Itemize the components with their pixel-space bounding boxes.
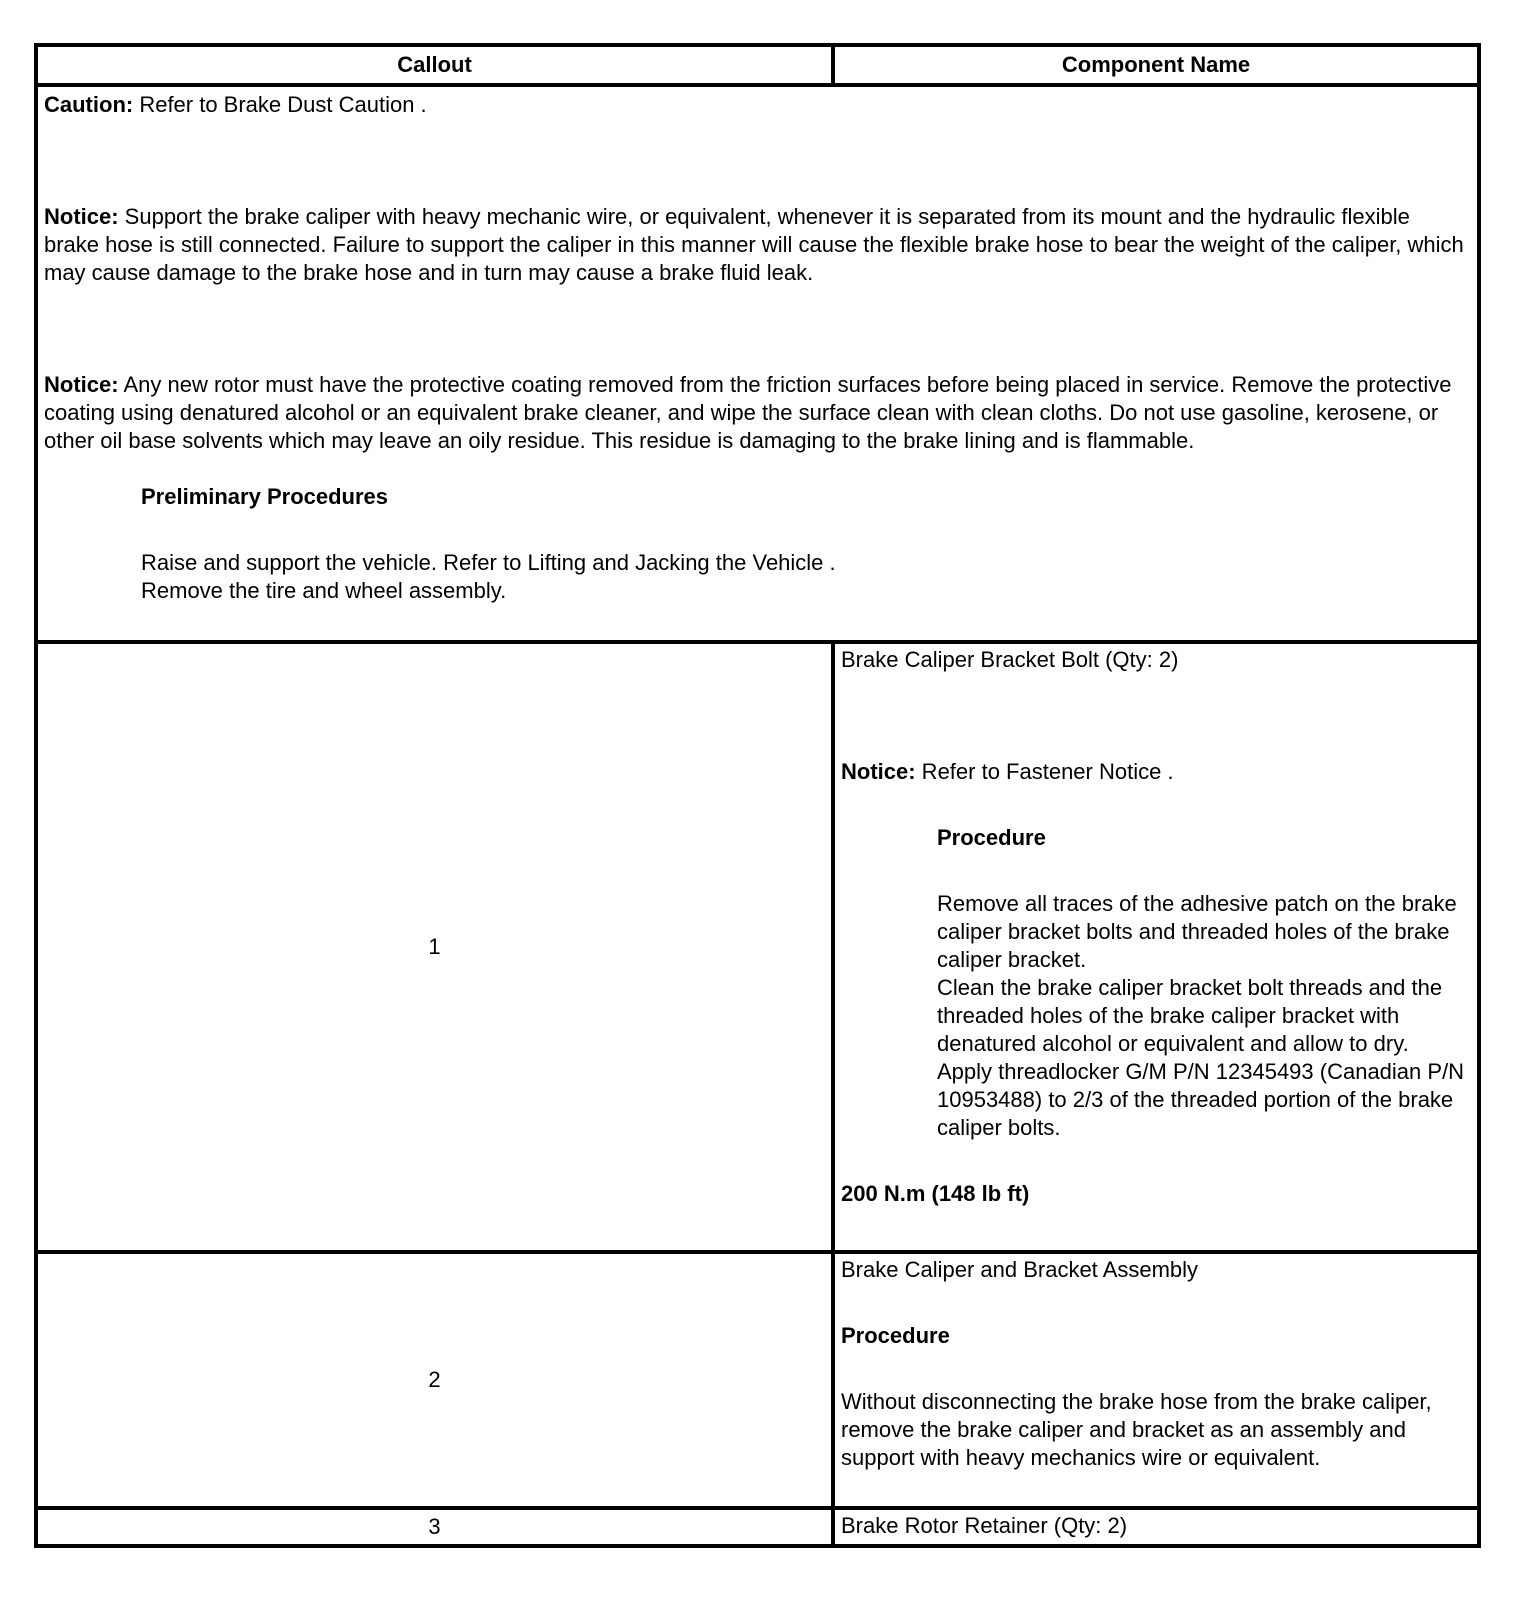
component-cell: [833, 1252, 1479, 1508]
torque-spec: 200 N.m (148 lb ft): [841, 1181, 1030, 1206]
table-row: [36, 642, 1479, 1252]
notice-text: Refer to Fastener Notice .: [915, 759, 1174, 784]
notice-label: Notice:: [44, 204, 119, 229]
notice-caliper-support: [44, 203, 1471, 287]
fastener-notice: [841, 758, 1471, 786]
caution-note: [44, 91, 1471, 119]
component-cell: [833, 642, 1479, 1252]
callout-number: 1: [36, 642, 833, 1252]
preliminary-step: Remove the tire and wheel assembly.: [141, 578, 507, 603]
procedure-heading: Procedure: [841, 1323, 950, 1348]
header-row: [36, 45, 1479, 85]
callout-number: 3: [36, 1508, 833, 1546]
notes-row: [36, 85, 1479, 642]
notice-text: Support the brake caliper with heavy mechanic wire, or equivalent, whenever it is separated from its mount and the hydraulic flexible brake hose is still connected. Failure to support the caliper in this manner will cause the flexible brake hose to bear the weight of the caliper, which may cause damage to the brake hose and in turn may cause a brake fluid leak.: [44, 204, 1464, 285]
component-cell: [833, 1508, 1479, 1546]
caution-text: Refer to Brake Dust Caution .: [133, 92, 427, 117]
caution-label: Caution:: [44, 92, 134, 117]
component-name: Brake Rotor Retainer (Qty: 2): [841, 1513, 1128, 1538]
preliminary-heading: Preliminary Procedures: [141, 484, 389, 509]
callout-number: 2: [36, 1252, 833, 1508]
notice-label: Notice:: [841, 759, 916, 784]
procedure-step: Clean the brake caliper bracket bolt threads and the threaded holes of the brake caliper bracket with denatured alcohol or equivalent and allow to dry.: [937, 975, 1443, 1056]
preliminary-step: Raise and support the vehicle. Refer to Lifting and Jacking the Vehicle .: [141, 550, 836, 575]
table-row: [36, 1508, 1479, 1546]
callout-header: Callout: [36, 45, 833, 85]
component-name-header: Component Name: [833, 45, 1479, 85]
procedure-text: Without disconnecting the brake hose from the brake caliper, remove the brake caliper and bracket as an assembly and support with heavy mechanics wire or equivalent.: [841, 1389, 1432, 1470]
procedure-heading: Procedure: [937, 825, 1046, 850]
procedure-step: Apply threadlocker G/M P/N 12345493 (Canadian P/N 10953488) to 2/3 of the threaded portion of the brake caliper bolts.: [937, 1059, 1465, 1140]
notes-cell: [36, 85, 1479, 642]
notice-label: Notice:: [44, 372, 119, 397]
table-row: [36, 1252, 1479, 1508]
notice-rotor-coating: [44, 371, 1471, 455]
procedure-step: Remove all traces of the adhesive patch on the brake caliper bracket bolts and threaded holes of the brake caliper bracket.: [937, 891, 1457, 972]
component-name: Brake Caliper Bracket Bolt (Qty: 2): [841, 647, 1179, 672]
component-name: Brake Caliper and Bracket Assembly: [841, 1257, 1199, 1282]
notice-text: Any new rotor must have the protective coating removed from the friction surfaces before being placed in service. Remove the protective coating using denatured alcohol or an equivalent brake cleaner, and wipe the surface clean with clean cloths. Do not use gasoline, kerosene, or other oil base solvents which may leave an oily residue. This residue is damaging to the brake lining and is flammable.: [44, 372, 1452, 453]
components-table: [34, 43, 1481, 1548]
